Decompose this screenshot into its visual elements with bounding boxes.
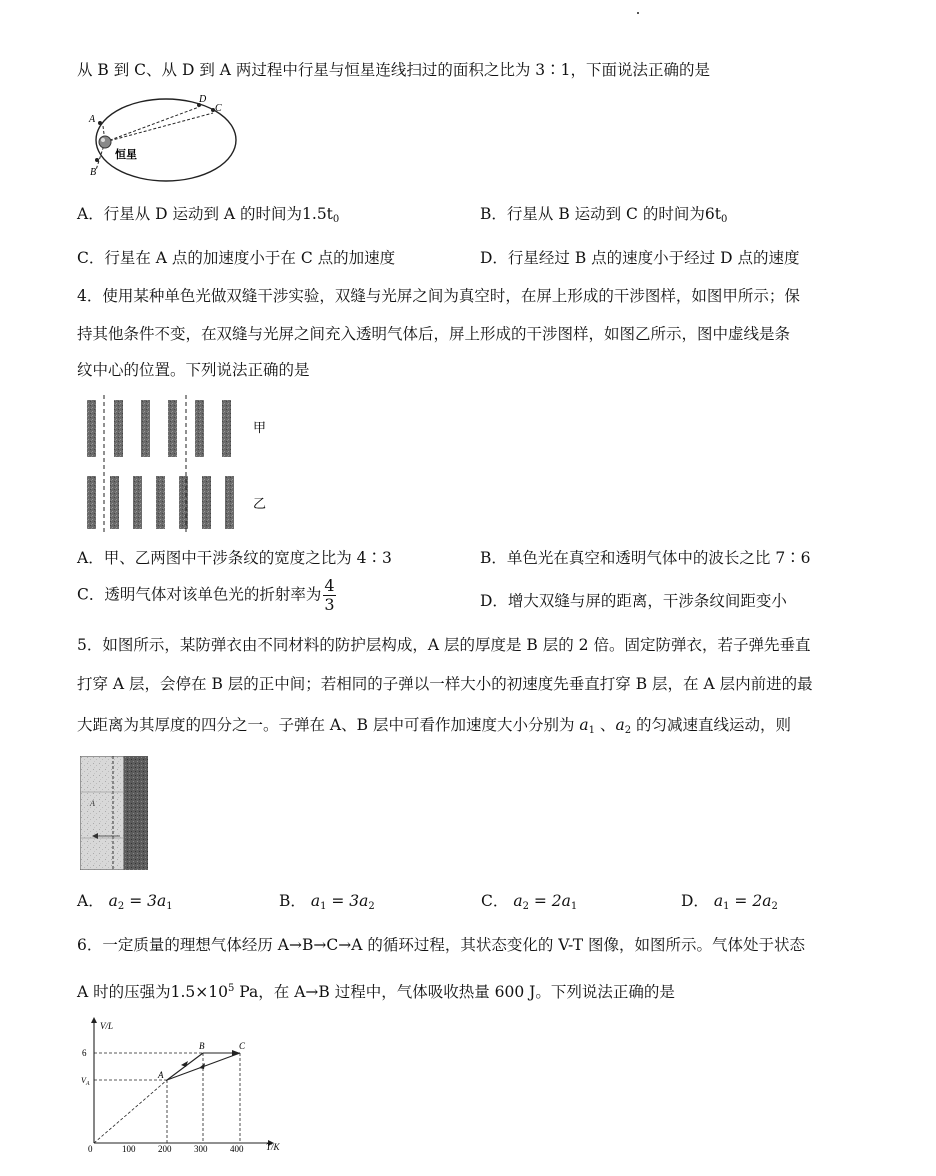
q3-option-b[interactable]: B．行星从 B 运动到 C 的时间为$6t_0$ xyxy=(480,205,728,225)
q4-option-b[interactable]: B．单色光在真空和透明气体中的波长之比 7∶6 xyxy=(480,549,811,567)
graph-point-a: A xyxy=(158,1070,164,1080)
fringes-jia xyxy=(87,400,231,457)
q5-option-b[interactable]: B． $a_1 = 3a_2$ xyxy=(279,892,375,912)
q5-option-a[interactable]: A． $a_2 = 3a_1$ xyxy=(77,892,173,912)
q5-option-c[interactable]: C． $a_2 = 2a_1$ xyxy=(481,892,578,912)
fringes-yi xyxy=(87,476,234,529)
q5-stem-line-2: 打穿 A 层，会停在 B 层的正中间；若相同的子弹以一样大小的初速度先垂直打穿 B 层，在 A 层内前进的最 xyxy=(77,675,813,693)
q3-point-b: B xyxy=(90,167,97,178)
q4-stem-line-3: 纹中心的位置。下列说法正确的是 xyxy=(77,361,310,379)
graph-tick-100: 100 xyxy=(122,1144,136,1154)
graph-tick-0: 0 xyxy=(88,1144,93,1154)
q4-stem-line-1: 4．使用某种单色光做双缝干涉实验，双缝与光屏之间为真空时，在屏上形成的干涉图样，如图甲所示；保 xyxy=(77,287,800,305)
q3-point-c: C xyxy=(215,103,222,114)
graph-tick-6: 6 xyxy=(82,1048,87,1058)
q6-stem-line-1: 6．一定质量的理想气体经历 A→B→C→A 的循环过程，其状态变化的 V-T 图像，如图所示。气体处于状态 xyxy=(77,936,805,954)
q3-orbit-figure xyxy=(82,92,242,187)
graph-point-c: C xyxy=(239,1041,246,1051)
fraction: $\frac{4}{3}$ xyxy=(324,576,335,614)
q3-stem: 从 B 到 C、从 D 到 A 两过程中行星与恒星连线扫过的面积之比为 3∶1，下面说法正确的是 xyxy=(77,61,711,79)
graph-tick-200: 200 xyxy=(158,1144,172,1154)
q3-star-label: 恒星 xyxy=(115,148,137,161)
q5-option-d[interactable]: D． $a_1 = 2a_2$ xyxy=(681,892,778,912)
q3-option-d[interactable]: D．行星经过 B 点的速度小于经过 D 点的速度 xyxy=(480,249,800,267)
q3-option-c[interactable]: C．行星在 A 点的加速度小于在 C 点的加速度 xyxy=(77,249,396,267)
q4-label-jia: 甲 xyxy=(253,421,267,436)
q4-option-a[interactable]: A．甲、乙两图中干涉条纹的宽度之比为 4∶3 xyxy=(77,549,392,567)
q5-stem-line-3: 大距离为其厚度的四分之一。子弹在 A、B 层中可看作加速度大小分别为 $a_1$ 、$a_2$ 的匀减速直线运动，则 xyxy=(77,716,792,736)
q4-option-d[interactable]: D．增大双缝与屏的距离，干涉条纹间距变小 xyxy=(480,592,787,610)
q5-armor-figure xyxy=(80,756,148,870)
page-mark xyxy=(637,12,639,14)
graph-y-label: V/L xyxy=(100,1021,114,1031)
graph-tick-va: $V_A$ xyxy=(81,1076,90,1087)
q4-option-c[interactable]: C．透明气体对该单色光的折射率为 $\frac{4}{3}$ xyxy=(77,576,335,614)
q3-point-a: A xyxy=(89,114,96,125)
q6-vt-graph xyxy=(78,1015,288,1155)
q3-point-d: D xyxy=(199,94,207,105)
graph-x-label: T/K xyxy=(266,1142,280,1152)
graph-tick-300: 300 xyxy=(194,1144,208,1154)
q4-stem-line-2: 持其他条件不变，在双缝与光屏之间充入透明气体后，屏上形成的干涉图样，如图乙所示，图中虚线是条 xyxy=(77,325,791,343)
graph-point-b: B xyxy=(199,1041,205,1051)
graph-tick-400: 400 xyxy=(230,1144,244,1154)
q6-stem-line-2: A 时的压强为$1.5\times 10^5$ Pa，在 A→B 过程中，气体吸收热量 600 J。下列说法正确的是 xyxy=(77,983,675,1001)
svg-text:A: A xyxy=(90,799,95,808)
q5-stem-line-1: 5．如图所示，某防弹衣由不同材料的防护层构成，A 层的厚度是 B 层的 2 倍。固定防弹衣，若子弹先垂直 xyxy=(77,636,811,654)
q4-label-yi: 乙 xyxy=(253,497,267,512)
q3-option-a[interactable]: A．行星从 D 运动到 A 的时间为$1.5t_0$ xyxy=(77,205,340,225)
q4-interference-figure xyxy=(80,395,280,535)
